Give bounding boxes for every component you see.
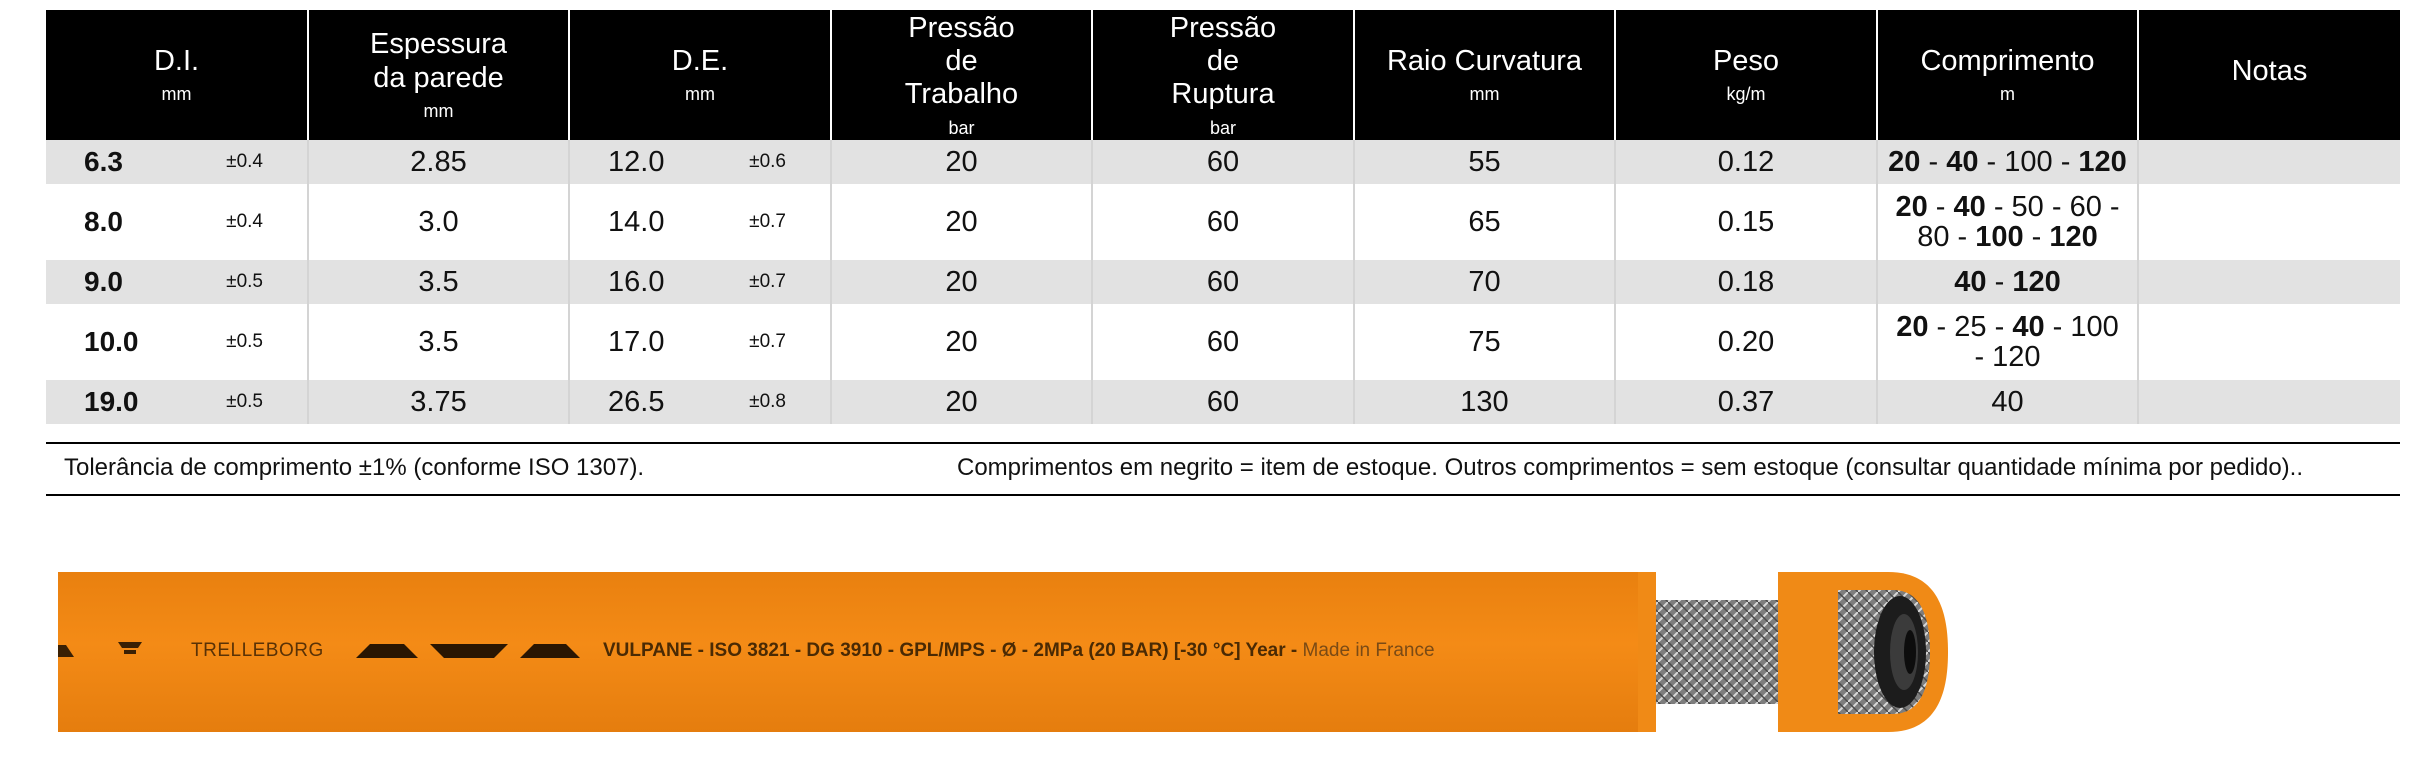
cell-working-pressure: 20 (831, 380, 1092, 424)
column-header-unit: bar (1209, 117, 1236, 138)
length-text: - (1927, 190, 1954, 223)
cell-bend-radius: 70 (1354, 260, 1615, 304)
length-text: - (2023, 221, 2050, 253)
hose-brand-text: TRELLEBORG (191, 640, 324, 661)
length-text: - (1920, 145, 1947, 178)
cell-od-value: 17.0 (608, 325, 665, 358)
chevron-icon (520, 644, 580, 658)
cell-id-tolerance: ±0.5 (226, 331, 263, 353)
column-header-length (1877, 10, 2138, 140)
length-in-stock: 20 (1888, 145, 1921, 178)
length-in-stock: 40 (1954, 265, 1987, 298)
cell-working-pressure: 20 (831, 184, 1092, 260)
table-header (46, 10, 2400, 140)
cell-od (569, 304, 831, 380)
cell-wall-thickness: 3.0 (308, 184, 569, 260)
hose-marking-text (603, 640, 1435, 662)
cell-od-value: 12.0 (608, 145, 665, 178)
footnote-length-tolerance: Tolerância de comprimento ±1% (conforme ISO 1307). (64, 454, 645, 481)
column-header-od (569, 10, 831, 140)
column-header-unit: mm (685, 84, 715, 105)
cell-burst-pressure: 60 (1092, 140, 1354, 184)
cell-id-value: 19.0 (84, 386, 139, 418)
cell-od-tolerance: ±0.7 (749, 271, 786, 293)
table-body (46, 140, 2400, 424)
length-text: - (1986, 265, 2013, 298)
length-in-stock: 40 (1946, 145, 1979, 178)
table-row (46, 380, 2400, 424)
footnote-stock-info: Comprimentos em negrito = item de estoque. Outros comprimentos = sem estoque (consultar quantidade mínima por pedido).. (957, 454, 2304, 481)
column-header-title: Pressão de Ruptura (1169, 11, 1277, 111)
column-header-unit: mm (1469, 84, 1500, 105)
column-header-title: Espessura da parede (369, 28, 507, 94)
cell-od-value: 26.5 (608, 385, 665, 418)
cell-id-tolerance: ±0.4 (226, 211, 263, 233)
cell-od (569, 260, 831, 304)
cell-bend-radius: 65 (1354, 184, 1615, 260)
column-header-bend-radius (1354, 10, 1615, 140)
cell-lengths (1877, 380, 2138, 424)
cell-notes (2138, 260, 2400, 304)
chevron-icon (58, 645, 74, 657)
column-header-unit: mm (423, 101, 454, 121)
cell-id (46, 304, 308, 380)
cell-id-tolerance: ±0.5 (226, 391, 263, 413)
cell-id (46, 260, 308, 304)
hose-cutaway-end-icon (1638, 572, 1986, 732)
column-header-wall-thickness (308, 10, 569, 140)
footnote-divider-bottom (46, 494, 2400, 496)
column-header-unit: mm (161, 84, 192, 105)
cell-wall-thickness: 2.85 (308, 140, 569, 184)
cell-id-tolerance: ±0.5 (226, 271, 263, 293)
cell-id-value: 9.0 (84, 266, 123, 298)
cell-bend-radius: 130 (1354, 380, 1615, 424)
cell-burst-pressure: 60 (1092, 184, 1354, 260)
column-header-title: Pressão de Trabalho (904, 11, 1019, 111)
cell-lengths (1877, 260, 2138, 304)
cell-od-tolerance: ±0.8 (749, 391, 786, 413)
cell-id-value: 6.3 (84, 146, 123, 178)
cell-wall-thickness: 3.75 (308, 380, 569, 424)
cell-id (46, 140, 308, 184)
cell-od-tolerance: ±0.7 (749, 211, 786, 233)
chevron-icon (430, 644, 508, 658)
cell-od (569, 380, 831, 424)
length-in-stock: 40 (1953, 190, 1986, 223)
cell-bend-radius: 55 (1354, 140, 1615, 184)
length-in-stock: 120 (2012, 265, 2061, 298)
length-in-stock: 20 (1896, 310, 1929, 343)
column-header-unit: bar (948, 117, 975, 138)
cell-weight: 0.18 (1615, 260, 1877, 304)
cell-working-pressure: 20 (831, 140, 1092, 184)
column-header-id (46, 10, 308, 140)
length-text: - 25 - (1928, 310, 2013, 343)
column-header-title: Notas (2231, 55, 2308, 88)
cell-lengths (1877, 304, 2138, 380)
cell-id-tolerance: ±0.4 (226, 151, 263, 173)
chevron-icon (356, 644, 418, 658)
column-header-unit: m (2000, 84, 2015, 105)
column-header-working-pressure (831, 10, 1092, 140)
cell-burst-pressure: 60 (1092, 304, 1354, 380)
cell-id-value: 10.0 (84, 326, 139, 358)
cell-working-pressure: 20 (831, 260, 1092, 304)
header-row (46, 10, 2400, 140)
column-header-title: D.I. (153, 44, 200, 77)
cell-id-value: 8.0 (84, 206, 123, 238)
length-in-stock: 120 (2049, 221, 2098, 253)
cell-od-tolerance: ±0.6 (749, 151, 786, 173)
footnote-divider-top (46, 442, 2400, 444)
length-in-stock: 20 (1895, 190, 1928, 223)
cell-notes (2138, 380, 2400, 424)
column-header-title: Peso (1712, 44, 1780, 77)
cell-id (46, 380, 308, 424)
cell-notes (2138, 184, 2400, 260)
length-in-stock: 120 (2078, 145, 2127, 178)
cell-wall-thickness: 3.5 (308, 260, 569, 304)
column-header-notes (2138, 10, 2400, 140)
cell-lengths (1877, 184, 2138, 260)
specification-table (46, 10, 2400, 424)
cell-od-value: 16.0 (608, 265, 665, 298)
table-row (46, 260, 2400, 304)
length-text: - 50 - 60 - (1985, 190, 2120, 223)
column-header-title: D.E. (671, 44, 729, 77)
column-header-unit: kg/m (1726, 84, 1766, 105)
cell-working-pressure: 20 (831, 304, 1092, 380)
column-header-weight (1615, 10, 1877, 140)
table-row (46, 140, 2400, 184)
table-row (46, 184, 2400, 260)
cell-id (46, 184, 308, 260)
cell-od (569, 140, 831, 184)
length-text: 40 (1991, 385, 2024, 418)
cell-weight: 0.12 (1615, 140, 1877, 184)
column-header-title: Comprimento (1920, 44, 2095, 77)
length-text: - 120 (1974, 341, 2041, 373)
cell-burst-pressure: 60 (1092, 260, 1354, 304)
cell-bend-radius: 75 (1354, 304, 1615, 380)
cell-notes (2138, 304, 2400, 380)
cell-od-tolerance: ±0.7 (749, 331, 786, 353)
table-row (46, 304, 2400, 380)
cell-burst-pressure: 60 (1092, 380, 1354, 424)
cell-notes (2138, 140, 2400, 184)
cell-weight: 0.37 (1615, 380, 1877, 424)
hose-image (58, 572, 1986, 732)
length-text: - 100 (2044, 310, 2119, 343)
column-header-title: Raio Curvatura (1386, 44, 1583, 77)
length-text: 80 - (1917, 221, 1976, 253)
length-text: - 100 - (1978, 145, 2079, 178)
cell-weight: 0.15 (1615, 184, 1877, 260)
trelleborg-logo-icon (118, 642, 142, 654)
cell-lengths (1877, 140, 2138, 184)
hose-origin-text: Made in France (1302, 640, 1435, 661)
length-in-stock: 100 (1975, 221, 2024, 253)
cell-od-value: 14.0 (608, 205, 665, 238)
length-in-stock: 40 (2012, 310, 2045, 343)
hose-spec-text: VULPANE - ISO 3821 - DG 3910 - GPL/MPS - Ø - 2MPa (20 BAR) [-30 °C] Year - (603, 640, 1303, 661)
cell-weight: 0.20 (1615, 304, 1877, 380)
column-header-burst-pressure (1092, 10, 1354, 140)
cell-od (569, 184, 831, 260)
cell-wall-thickness: 3.5 (308, 304, 569, 380)
